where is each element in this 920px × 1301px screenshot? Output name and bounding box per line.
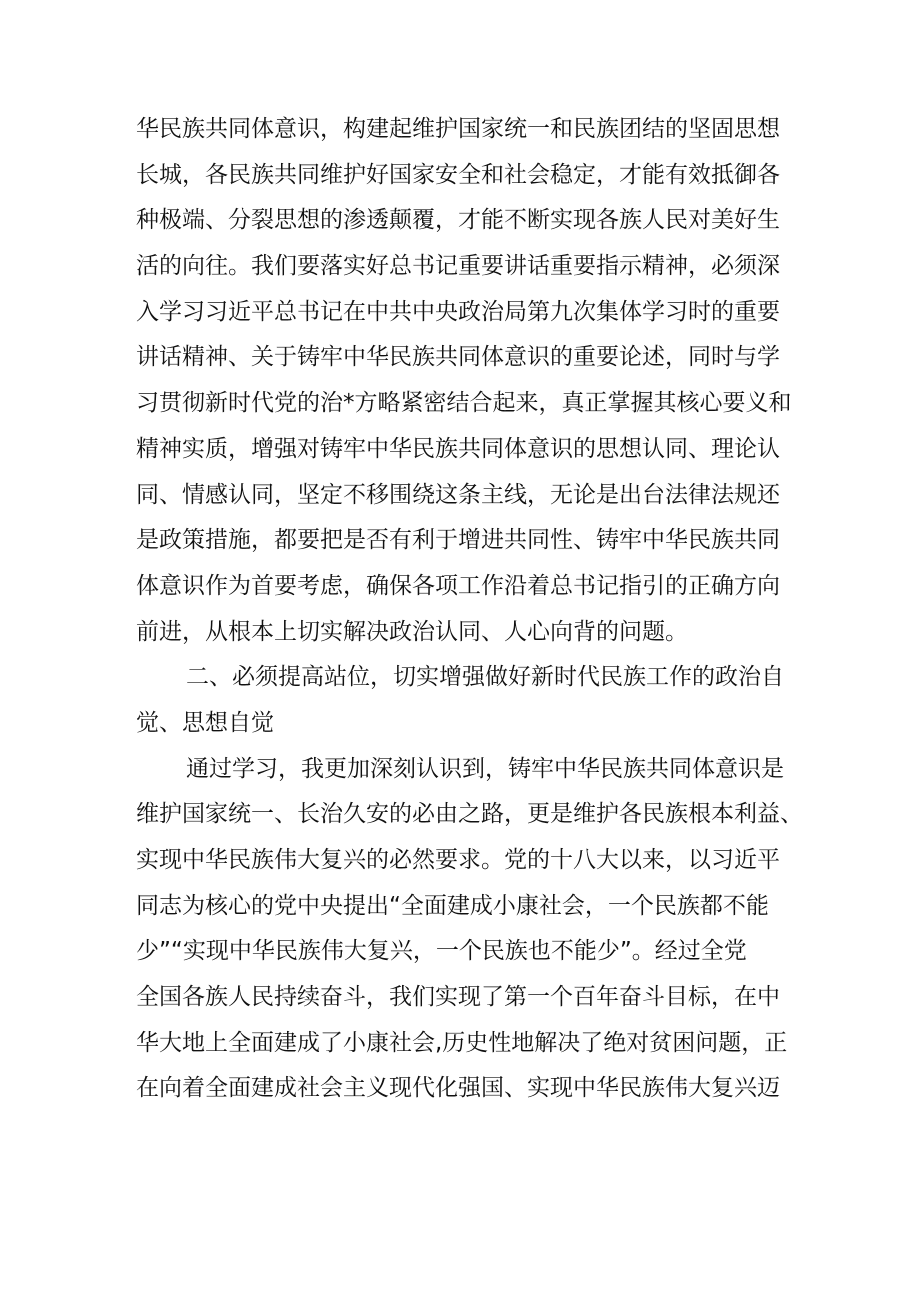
- text-line: 种极端、分裂思想的渗透颠覆，才能不断实现各族人民对美好生: [136, 207, 780, 234]
- text-line: 维护国家统一、长治久安的必由之路，更是维护各民族根本利益、: [136, 801, 803, 828]
- text-line: 华民族共同体意识，构建起维护国家统一和民族团结的坚固思想: [136, 116, 780, 142]
- text-line: 同、情感认同，坚定不移围绕这条主线，无论是出台法律法规还: [136, 481, 780, 508]
- text-line: 长城，各民族共同维护好国家安全和社会稳定，才能有效抵御各: [136, 161, 780, 188]
- text-line: 精神实质，增强对铸牢中华民族共同体意识的思想认同、理论认: [136, 435, 780, 462]
- text-line: 同志为核心的党中央提出“全面建成小康社会，一个民族都不能: [136, 892, 769, 919]
- text-line: 习贯彻新时代党的治*方略紧密结合起来，真正掌握其核心要义和: [136, 390, 792, 417]
- text-line: 是政策措施，都要把是否有利于增进共同性、铸牢中华民族共同: [136, 527, 780, 554]
- text-line: 全国各族人民持续奋斗，我们实现了第一个百年奋斗目标，在中: [136, 984, 780, 1011]
- text-line: 体意识作为首要考虑，确保各项工作沿着总书记指引的正确方向: [136, 572, 780, 599]
- text-line: 讲话精神、关于铸牢中华民族共同体意识的重要论述，同时与学: [136, 344, 780, 371]
- text-line: 实现中华民族伟大复兴的必然要求。党的十八大以来，以习近平: [136, 847, 780, 873]
- text-line: 在向着全面建成社会主义现代化强国、实现中华民族伟大复兴迈: [136, 1075, 780, 1102]
- body-text: [136, 107, 803, 1112]
- text-line: 华大地上全面建成了小康社会,历史性地解决了绝对贫困问题，正: [136, 1029, 788, 1056]
- text-line: 活的向往。我们要落实好总书记重要讲话重要指示精神，必须深: [136, 253, 780, 280]
- paragraph-start: 通过学习，我更加深刻认识到，铸牢中华民族共同体意识是: [186, 755, 784, 782]
- text-line: 入学习习近平总书记在中共中央政治局第九次集体学习时的重要: [136, 298, 780, 325]
- section-heading: 二、必须提高站位，切实增强做好新时代民族工作的政治自: [186, 664, 784, 691]
- text-line: 前进，从根本上切实解决政治认同、人心向背的问题。: [136, 618, 688, 645]
- text-line: 少”“实现中华民族伟大复兴，一个民族也不能少”。经过全党: [136, 938, 747, 965]
- section-heading-continuation: 觉、思想自觉: [136, 709, 274, 736]
